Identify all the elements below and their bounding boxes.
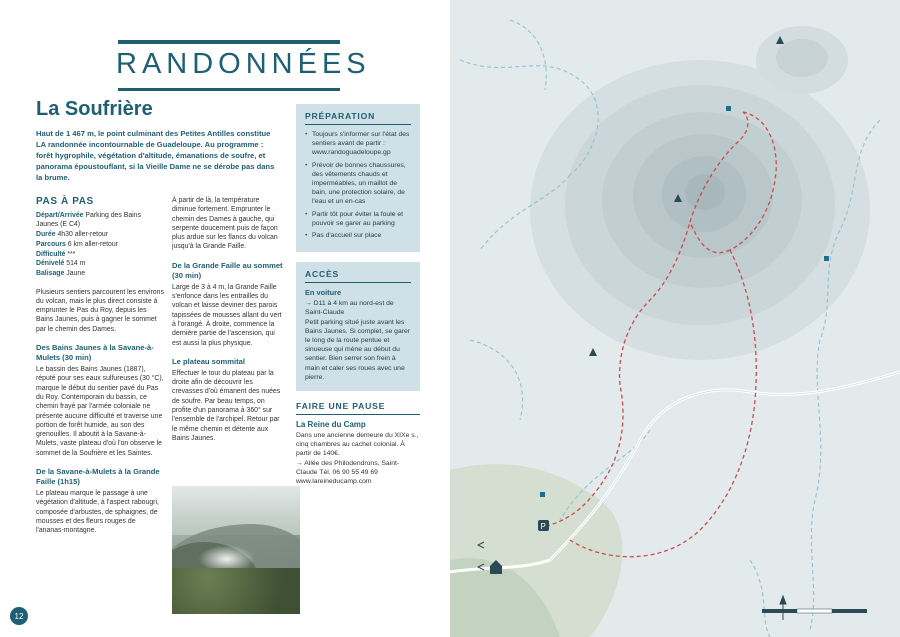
preparation-item: • Pas d'accueil sur place	[305, 231, 411, 240]
section-title: De la Savane-à-Mulets à la Grande Faille (1h15)	[36, 467, 160, 487]
section-grande-faille-sommet	[172, 261, 284, 348]
section-plateau-sommital	[172, 357, 284, 443]
preparation-item: • Partir tôt pour éviter la foule et pouvoir se garer au parking	[305, 210, 411, 228]
pause-place-name: La Reine du Camp	[296, 420, 366, 430]
preparation-item: • Toujours s'informer sur l'état des sentiers avant de partir : www.randoguadeloupe.gp	[305, 130, 411, 158]
svg-text:P: P	[540, 522, 546, 531]
pause-website[interactable]: www.lareineducamp.com	[296, 478, 372, 486]
pause-address: → Allée des Philodendrons, Saint-Claude Tél. 06 90 55 49 69	[296, 459, 400, 476]
section-bains-jaunes	[36, 343, 164, 458]
title-rule-bottom	[118, 88, 340, 91]
section-title: Le plateau sommital	[172, 356, 246, 366]
intro-steps: Plusieurs sentiers parcourent les environs du volcan, mais le plus direct consiste à emprunter le Pas du Roy, depuis les Bains Jaunes, puis à gagner le sommet par le chemin des Dames.	[36, 288, 164, 333]
section-title: Des Bains Jaunes à la Savane-à-Mulets (30 min)	[36, 343, 154, 363]
column-middle	[172, 196, 284, 452]
acces-route: → D11 à 4 km au nord-est de Saint-Claude	[305, 300, 394, 317]
photo-vegetation	[172, 568, 300, 614]
preparation-box	[296, 104, 420, 252]
pas-a-pas-heading: PAS À PAS	[36, 196, 94, 207]
column-sidebar	[296, 104, 420, 486]
section-savane-grande-faille	[36, 467, 164, 535]
section-text: Effectuer le tour du plateau par la droite afin de découvrir les crevasses d'où émanent des nuées de soufre. Par beau temps, on profite d'un panorama à 360° sur l'ensemble de l'archipel. Retour par le même chemin et détente aux Bains Jaunes.	[172, 369, 281, 442]
section-continuation	[172, 196, 284, 252]
fact-row: Difficulté ***	[36, 250, 76, 258]
fact-row: Balisage Jaune	[36, 270, 86, 278]
fact-row: Parcours 6 km aller-retour	[36, 240, 118, 248]
page-subtitle: La Soufrière	[36, 98, 153, 120]
preparation-heading: PRÉPARATION	[305, 111, 411, 125]
acces-text: Petit parking situé juste avant les Bains Jaunes. Si complet, se garer le long de la route pentue et sinueuse qui mène au début du sentier. Bien serrer son frein à main et caler ses roues avec une pierre.	[305, 318, 411, 381]
acces-subheading: En voiture	[305, 288, 342, 298]
section-text: À partir de là, la température diminue fortement. Emprunter le chemin des Dames à gauche, qui serpente doucement puis de façon plus ardue sur les flancs du volcan jusqu'à la Grande Faille.	[172, 197, 278, 251]
soufriere-photo	[172, 486, 300, 614]
acces-box	[296, 262, 420, 391]
title-rule-top	[118, 40, 340, 44]
section-title: De la Grande Faille au sommet (30 min)	[172, 260, 283, 280]
page-title: RANDONNÉES	[116, 48, 371, 80]
intro-paragraph: Haut de 1 467 m, le point culminant des Petites Antilles constitue LA randonnée incontournable de Guadeloupe. Au programme : forêt hygrophile, végétation d'altitude, émanations de soufre, et panorama époustouflant, si la Vieille Dame ne se dérobe pas dans la brume.	[36, 129, 275, 182]
section-text: Le bassin des Bains Jaunes (1887), réputé pour ses eaux sulfureuses (30 °C), marque le début du sentier pavé du Pas du Roy. Contemporain du bassin, ce chemin frayé par l'armée coloniale ne présente aucune difficulté et traverse une portion de forêt humide, au son des grenouilles. Il aboutit à la Savane-à-Mulets, vaste plateau d'où l'on observe le sommet de la Soufrière et les Saintes.	[36, 366, 164, 457]
fact-row: Dénivelé 514 m	[36, 260, 86, 268]
pause-section	[296, 401, 420, 486]
section-text: Le plateau marque le passage à une végétation d'altitude, à l'aspect rabougri, composée d'arbustes, de sphaignes, de mousses et des fleurs rouges de l'ananas-montagne.	[36, 490, 159, 535]
facts-list	[36, 211, 164, 279]
preparation-item: • Prévoir de bonnes chaussures, des vêtements chauds et imperméables, un maillot de bain, une protection solaire, de l'eau et un en-cas	[305, 161, 411, 207]
column-left	[36, 196, 164, 545]
pause-heading: FAIRE UNE PAUSE	[296, 401, 420, 415]
page-number: 12	[10, 607, 28, 625]
preparation-list	[305, 130, 411, 240]
section-text: Large de 3 à 4 m, la Grande Faille s'enfonce dans les entrailles du volcan et laisse deviner des parois tapissées de mousses allant du vert à l'orangé. À droite, commence la dernière partie de l'ascension, qui est aussi la plus physique.	[172, 283, 282, 347]
fact-row: Durée 4h30 aller-retour	[36, 231, 109, 239]
map-panel[interactable]	[450, 0, 900, 637]
map-graphic	[450, 0, 900, 637]
pause-text: Dans une ancienne demeure du XIXe s., cinq chambres au cachet colonial. À partir de 140€.	[296, 432, 419, 458]
acces-heading: ACCÈS	[305, 269, 411, 283]
fact-row: Départ/Arrivée Parking des Bains Jaunes (E C4)	[36, 212, 141, 229]
